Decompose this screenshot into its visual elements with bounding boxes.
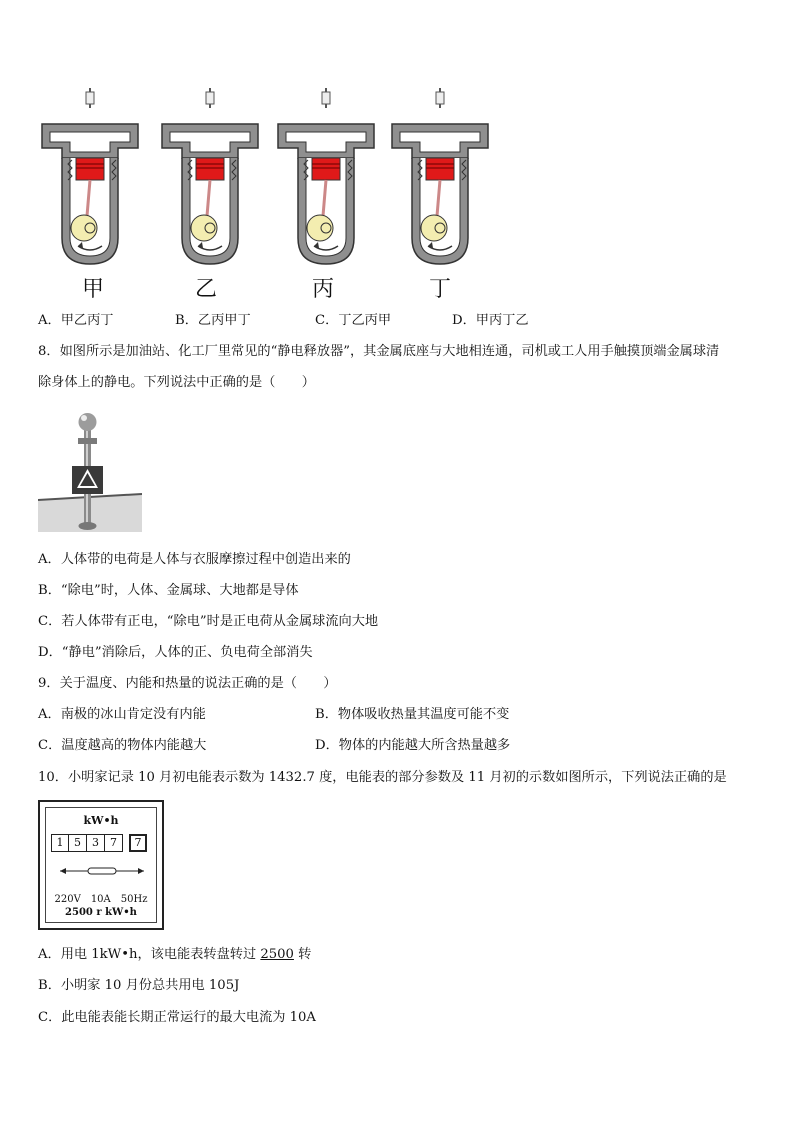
q9-option-b: B．物体吸收热量其温度可能不变 [315,707,510,722]
q7-option-b: B．乙丙甲丁 [175,313,251,328]
engine-label-2: 乙 [194,277,217,302]
q8-stem-line1: 8．如图所示是加油站、化工厂里常见的“静电释放器”，其金属底座与大地相连通，司机或工人用手触摸顶端金属球清 [38,344,720,359]
q8-option-d: D．“静电”消除后，人体的正、负电荷全部消失 [38,645,313,660]
q10-stem: 10．小明家记录 10 月初电能表示数为 1432.7 度，电能表的部分参数及 11 月初的示数如图所示，下列说法正确的是 [38,770,727,785]
engine-diagram-yi [158,88,262,303]
q7-option-d: D．甲丙丁乙 [452,313,529,328]
meter-digit: 5 [69,834,87,852]
q9-option-a: A．南极的冰山肯定没有内能 [38,707,206,722]
q9-stem: 9．关于温度、内能和热量的说法正确的是（ ） [38,676,337,691]
electric-meter [38,800,164,930]
meter-rev: 2500 r kW•h [65,907,137,918]
q10-option-a-post: 转 [293,947,312,962]
meter-params: 220V 10A 50Hz [54,894,148,905]
q7-option-c: C．丁乙丙甲 [315,313,392,328]
meter-digit: 7 [105,834,123,852]
q8-option-a: A．人体带的电荷是人体与衣服摩擦过程中创造出来的 [38,552,351,567]
meter-digits [51,834,147,852]
engine-diagram-jia [38,88,142,303]
engine-label-4: 丁 [428,277,451,302]
static-discharger-photo [38,408,142,532]
q7-option-a: A．甲乙丙丁 [38,313,114,328]
q10-option-a-pre: A．用电 1kW•h，该电能表转盘转过 [38,947,261,962]
engine-label-1: 甲 [81,277,104,302]
engine-label-3: 丙 [311,277,334,302]
q10-option-a [38,946,311,964]
meter-digit: 1 [51,834,69,852]
meter-digit: 3 [87,834,105,852]
meter-disk-icon [58,864,146,878]
q9-option-d: D．物体的内能越大所含热量越多 [315,738,511,753]
q10-option-b: B．小明家 10 月份总共用电 105J [38,978,240,993]
q8-option-c: C．若人体带有正电，“除电”时是正电荷从金属球流向大地 [38,614,379,629]
q8-stem-line2: 除身体上的静电。下列说法中正确的是（ ） [38,375,315,390]
q8-option-b: B．“除电”时，人体、金属球、大地都是导体 [38,583,299,598]
meter-unit: kW•h [83,814,119,827]
q10-option-a-underline: 2500 [260,947,294,962]
q10-option-c: C．此电能表能长期正常运行的最大电流为 10A [38,1010,316,1025]
engine-diagram-ding [388,88,492,303]
engine-diagram-bing [274,88,378,303]
meter-decimal-digit: 7 [129,834,147,852]
q9-option-c: C．温度越高的物体内能越大 [38,738,207,753]
